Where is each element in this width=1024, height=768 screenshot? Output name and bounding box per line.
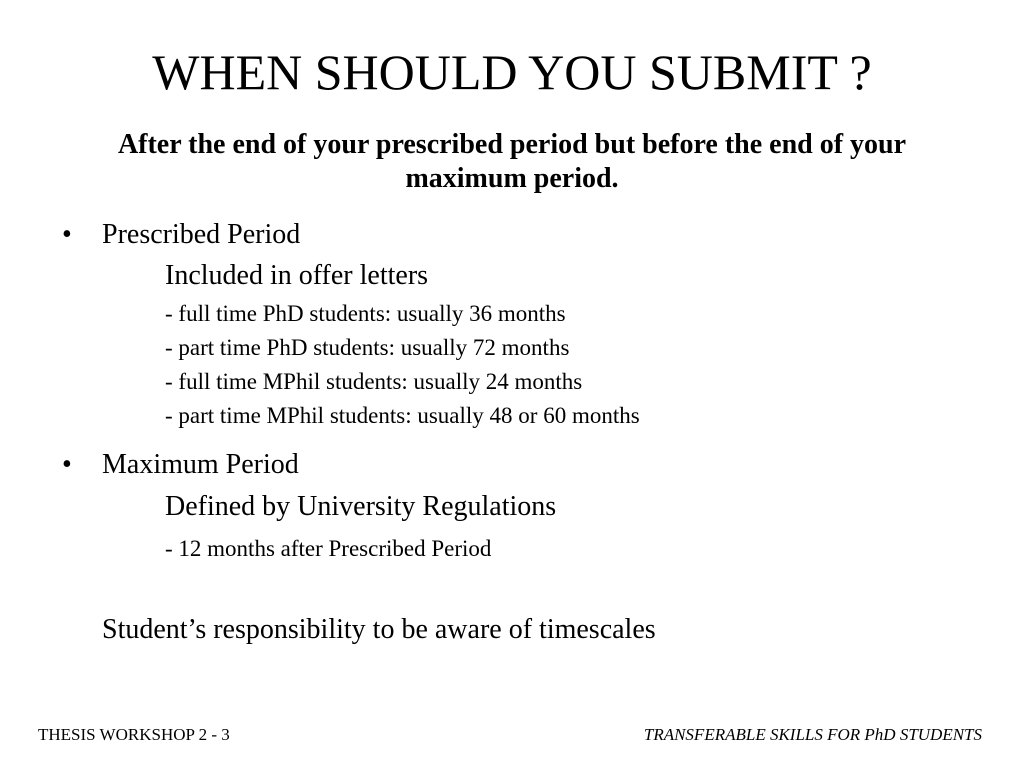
section-subheading: Included in offer letters: [165, 260, 429, 291]
slide-subtitle: After the end of your prescribed period but before the end of your maximum period.: [117, 129, 907, 194]
section-heading: Maximum Period: [102, 449, 299, 480]
closing-note: Student’s responsibility to be aware of timescales: [102, 614, 656, 645]
detail-line: - part time PhD students: usually 72 months: [165, 335, 570, 360]
section-heading: Prescribed Period: [102, 219, 301, 250]
detail-line: - full time PhD students: usually 36 months: [165, 301, 566, 326]
detail-line: - part time MPhil students: usually 48 or 60 months: [165, 403, 640, 428]
footer-right: TRANSFERABLE SKILLS FOR PhD STUDENTS: [643, 725, 982, 744]
bullet-icon: •: [62, 219, 72, 250]
bullet-icon: •: [62, 449, 72, 480]
section-subheading: Defined by University Regulations: [165, 491, 557, 522]
detail-line: - 12 months after Prescribed Period: [165, 536, 492, 561]
detail-line: - full time MPhil students: usually 24 months: [165, 369, 583, 394]
footer-left: THESIS WORKSHOP 2 - 3: [38, 725, 230, 744]
slide-title: WHEN SHOULD YOU SUBMIT ?: [152, 44, 872, 100]
